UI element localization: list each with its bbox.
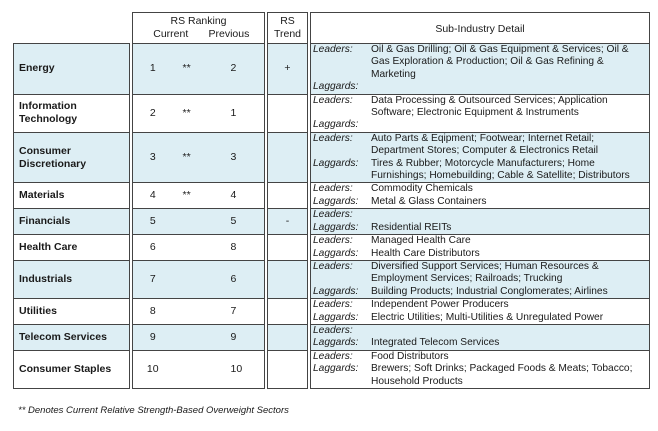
leaders-text: Food Distributors: [371, 350, 449, 362]
laggards-text: Electric Utilities; Multi-Utilities & Unregulated Power: [371, 311, 604, 323]
leaders-label: Leaders:: [313, 132, 353, 144]
leaders-label: Leaders:: [313, 183, 353, 195]
laggards-text: Integrated Telecom Services: [371, 337, 500, 349]
leaders-label: Leaders:: [313, 94, 353, 106]
laggards-text: Brewers; Soft Drinks; Packaged Foods & Meats; Tobacco; Household Products: [371, 363, 633, 387]
sub-industry-detail: [311, 183, 650, 209]
laggards-line: [313, 286, 646, 298]
current-rank: 6: [133, 235, 173, 261]
laggards-line: [313, 337, 646, 349]
leaders-line: [313, 183, 646, 195]
rs-trend: [268, 235, 308, 261]
current-rank: 4: [133, 183, 173, 209]
laggards-text: Metal & Glass Containers: [371, 195, 487, 207]
sector-name: Information Technology: [14, 94, 130, 132]
sector-row: [14, 299, 650, 325]
sub-industry-header: Sub-Industry Detail: [311, 13, 650, 44]
sector-name: Utilities: [14, 299, 130, 325]
laggards-text: Residential REITs: [371, 221, 452, 233]
sub-industry-detail: [311, 209, 650, 235]
leaders-text: Commodity Chemicals: [371, 183, 473, 195]
laggards-label: Laggards:: [313, 363, 359, 375]
sector-row: [14, 260, 650, 298]
overweight-marker: [173, 235, 209, 261]
sub-industry-detail: [311, 350, 650, 388]
leaders-label: Leaders:: [313, 350, 353, 362]
current-rank: 2: [133, 94, 173, 132]
previous-rank: 5: [209, 209, 265, 235]
overweight-marker: [173, 260, 209, 298]
laggards-text: [371, 119, 646, 131]
laggards-label: Laggards:: [313, 311, 359, 323]
sector-row: [14, 209, 650, 235]
sub-industry-detail: [311, 44, 650, 95]
laggards-line: [313, 196, 646, 208]
laggards-line: [313, 363, 646, 388]
current-rank: 10: [133, 350, 173, 388]
sector-name: Health Care: [14, 235, 130, 261]
current-header: Current: [133, 28, 209, 44]
previous-rank: 2: [209, 44, 265, 95]
rs-trend: [268, 350, 308, 388]
laggards-text: Building Products; Industrial Conglomerates; Airlines: [371, 285, 608, 297]
leaders-line: [313, 209, 646, 221]
leaders-text: Data Processing & Outsourced Services; Application Software; Electronic Equipment & Instruments: [371, 94, 608, 119]
laggards-line: [313, 222, 646, 234]
previous-rank: 3: [209, 132, 265, 183]
leaders-label: Leaders:: [313, 44, 353, 55]
leaders-line: [313, 351, 646, 363]
sector-row: [14, 235, 650, 261]
laggards-label: Laggards:: [313, 247, 359, 259]
laggards-label: Laggards:: [313, 119, 359, 131]
sector-name: Materials: [14, 183, 130, 209]
sub-industry-detail: [311, 94, 650, 132]
previous-rank: 10: [209, 350, 265, 388]
sub-industry-detail: [311, 299, 650, 325]
sector-name: Financials: [14, 209, 130, 235]
overweight-marker: **: [173, 94, 209, 132]
laggards-text: [371, 81, 646, 93]
rs-trend: [268, 183, 308, 209]
leaders-text: Managed Health Care: [371, 235, 471, 247]
previous-rank: 4: [209, 183, 265, 209]
previous-rank: 6: [209, 260, 265, 298]
laggards-line: [313, 248, 646, 260]
current-rank: 9: [133, 324, 173, 350]
laggards-label: Laggards:: [313, 337, 359, 349]
rs-ranking-table: [13, 12, 650, 389]
laggards-line: [313, 81, 646, 93]
leaders-text: [371, 325, 646, 337]
current-rank: 8: [133, 299, 173, 325]
rs-trend: -: [268, 209, 308, 235]
leaders-line: [313, 325, 646, 337]
sector-name: Consumer Staples: [14, 350, 130, 388]
current-rank: 7: [133, 260, 173, 298]
sector-name: Consumer Discretionary: [14, 132, 130, 183]
sector-row: [14, 350, 650, 388]
leaders-line: [313, 133, 646, 158]
trend-header: Trend: [268, 28, 308, 44]
leaders-label: Leaders:: [313, 235, 353, 247]
laggards-text: Health Care Distributors: [371, 247, 480, 259]
footnote: ** Denotes Current Relative Strength-Based Overweight Sectors: [18, 405, 289, 416]
laggards-label: Laggards:: [313, 81, 359, 93]
current-rank: 3: [133, 132, 173, 183]
leaders-text: Independent Power Producers: [371, 299, 509, 311]
rs-header: RS: [268, 13, 308, 29]
rs-trend: [268, 132, 308, 183]
laggards-label: Laggards:: [313, 195, 359, 207]
sub-industry-detail: [311, 324, 650, 350]
rs-ranking-header: RS Ranking: [133, 13, 265, 29]
leaders-label: Leaders:: [313, 324, 353, 336]
leaders-line: [313, 261, 646, 286]
laggards-line: [313, 158, 646, 183]
overweight-marker: **: [173, 44, 209, 95]
leaders-line: [313, 44, 646, 81]
sub-industry-detail: [311, 132, 650, 183]
current-rank: 5: [133, 209, 173, 235]
leaders-line: [313, 95, 646, 120]
laggards-text: Tires & Rubber; Motorcycle Manufacturers; Home Furnishings; Homebuilding; Cable & Satellite; Distributors: [371, 157, 630, 182]
rs-trend: [268, 299, 308, 325]
rs-trend: +: [268, 44, 308, 95]
sector-row: [14, 94, 650, 132]
sector-row: [14, 324, 650, 350]
previous-rank: 7: [209, 299, 265, 325]
leaders-text: Diversified Support Services; Human Resources & Employment Services; Railroads; Trucking: [371, 260, 599, 285]
sub-industry-detail: [311, 260, 650, 298]
overweight-marker: [173, 324, 209, 350]
overweight-marker: **: [173, 132, 209, 183]
current-rank: 1: [133, 44, 173, 95]
laggards-label: Laggards:: [313, 221, 359, 233]
previous-header: Previous: [209, 28, 265, 44]
previous-rank: 1: [209, 94, 265, 132]
sector-name: Energy: [14, 44, 130, 95]
laggards-label: Laggards:: [313, 285, 359, 297]
leaders-line: [313, 299, 646, 311]
sector-row: [14, 183, 650, 209]
overweight-marker: [173, 350, 209, 388]
previous-rank: 8: [209, 235, 265, 261]
sector-row: [14, 44, 650, 95]
laggards-label: Laggards:: [313, 157, 359, 169]
previous-rank: 9: [209, 324, 265, 350]
sector-name: Industrials: [14, 260, 130, 298]
overweight-marker: **: [173, 183, 209, 209]
sector-name: Telecom Services: [14, 324, 130, 350]
laggards-line: [313, 119, 646, 131]
sector-row: [14, 132, 650, 183]
laggards-line: [313, 312, 646, 324]
sub-industry-detail: [311, 235, 650, 261]
leaders-text: [371, 209, 646, 221]
leaders-label: Leaders:: [313, 209, 353, 221]
leaders-text: Auto Parts & Eqipment; Footwear; Internet Retail; Department Stores; Computer & Electronics Retail: [371, 132, 599, 157]
leaders-label: Leaders:: [313, 260, 353, 272]
leaders-label: Leaders:: [313, 299, 353, 311]
rs-trend: [268, 324, 308, 350]
leaders-line: [313, 235, 646, 247]
overweight-marker: [173, 209, 209, 235]
overweight-marker: [173, 299, 209, 325]
rs-trend: [268, 260, 308, 298]
rs-trend: [268, 94, 308, 132]
leaders-text: Oil & Gas Drilling; Oil & Gas Equipment & Services; Oil & Gas Exploration & Production; Oil & Gas Refining & Marketing: [371, 44, 629, 80]
